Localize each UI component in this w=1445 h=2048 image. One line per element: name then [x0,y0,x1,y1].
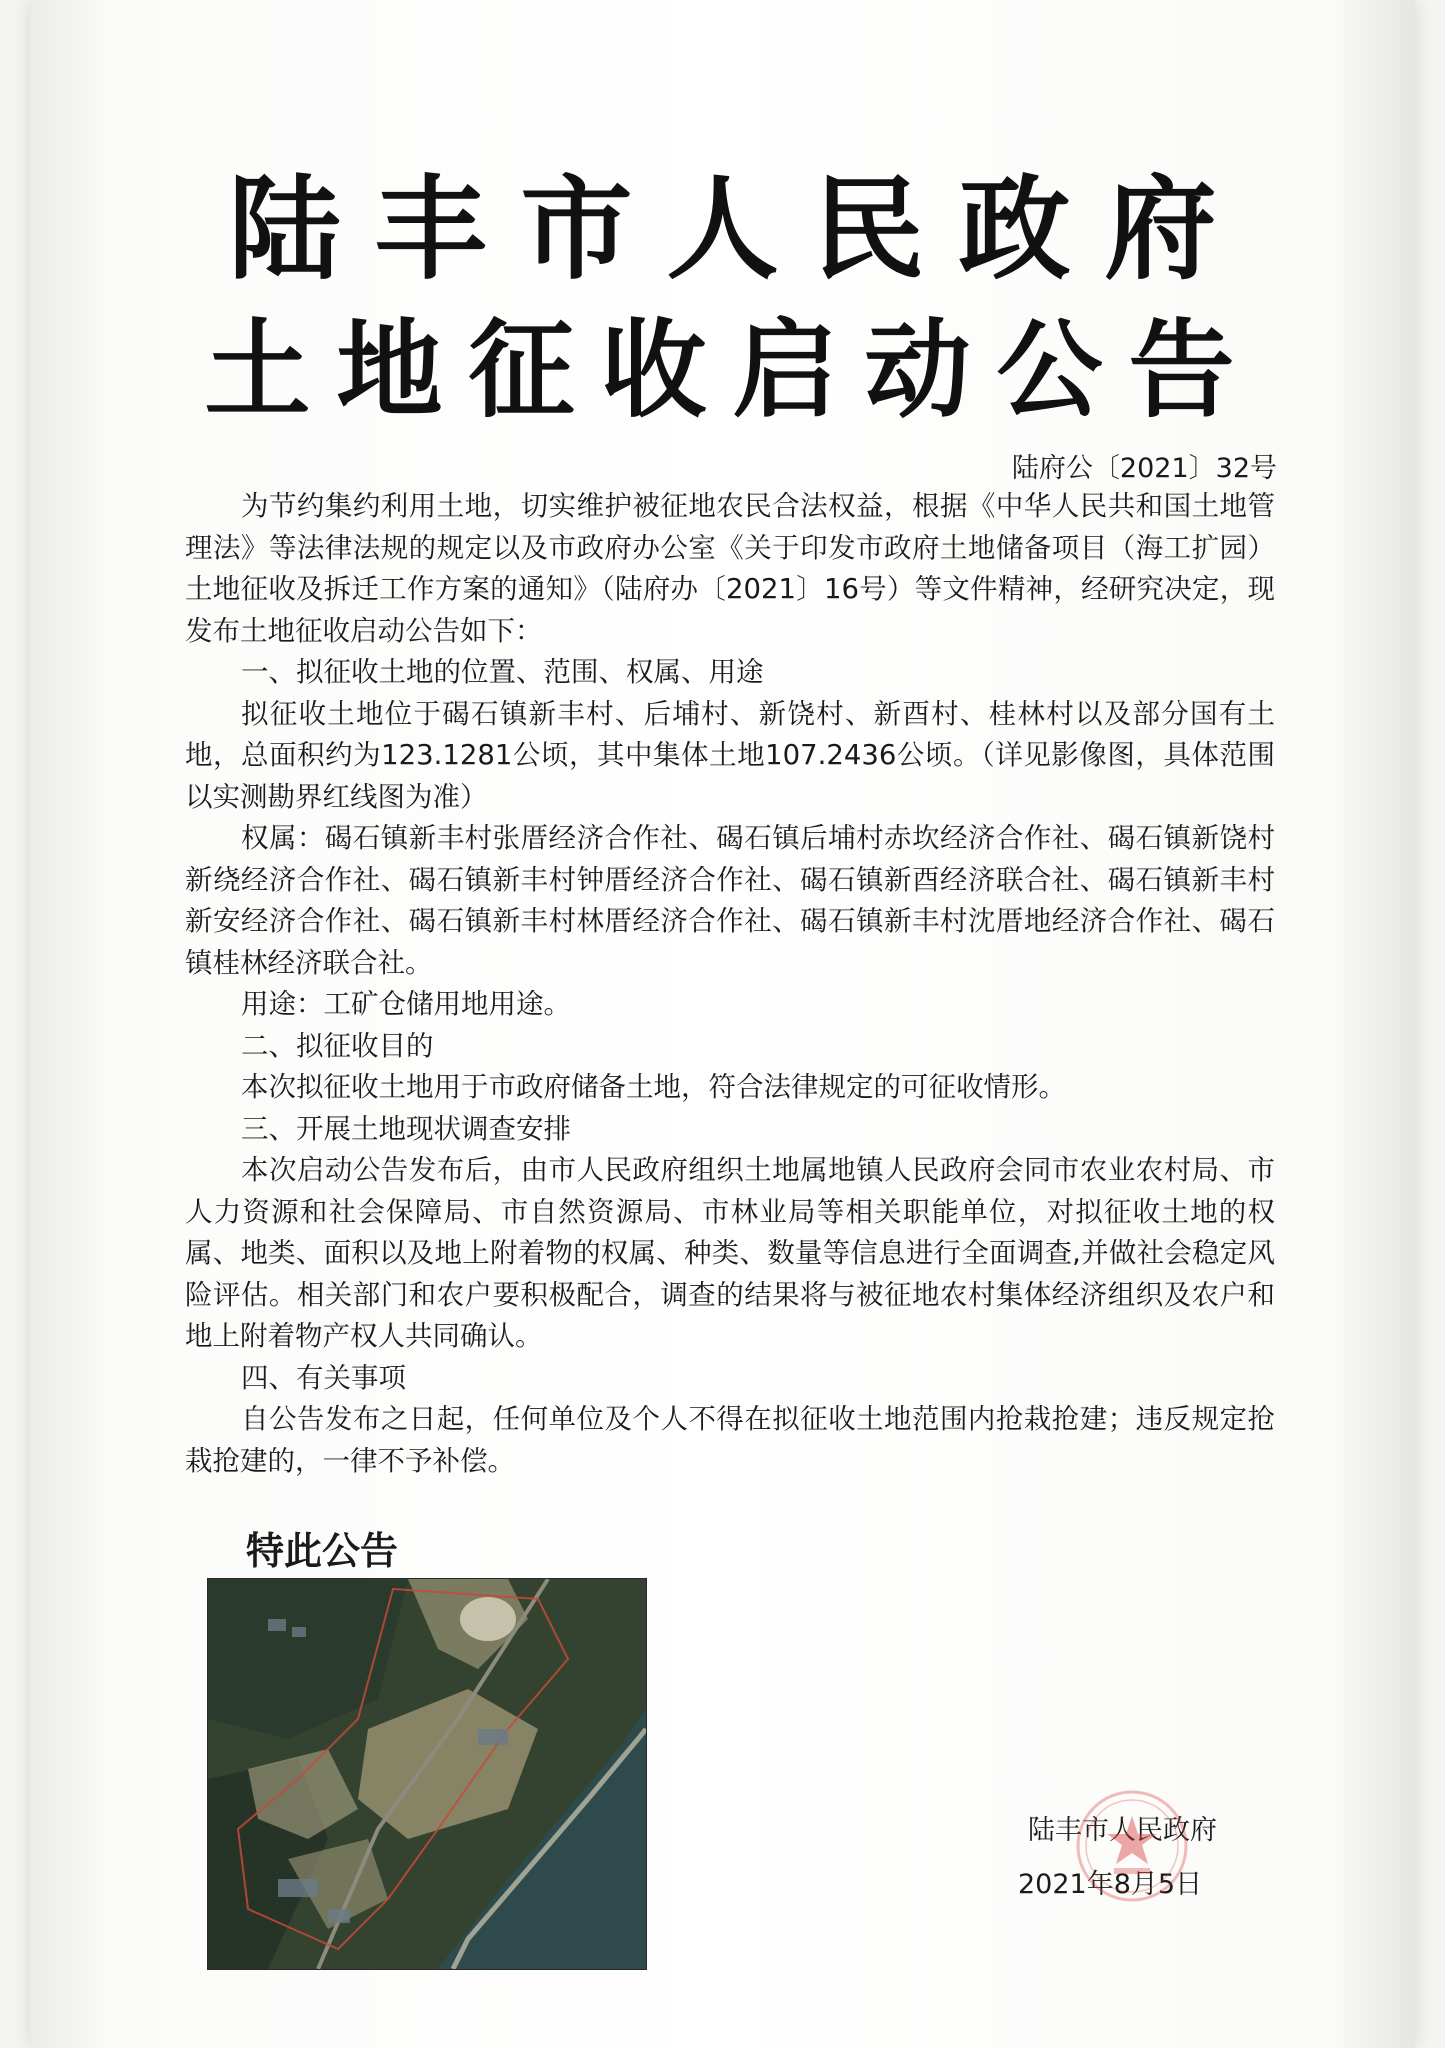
aerial-image-map [207,1578,647,1970]
notice-body [185,486,1275,1482]
section3-heading: 三、开展土地现状调查安排 [241,1112,571,1145]
section1-heading: 一、拟征收土地的位置、范围、权属、用途 [241,656,764,688]
issuer-signature: 陆丰市人民政府 [1028,1815,1217,1846]
section2-paragraph: 本次拟征收土地用于市政府储备土地，符合法律规定的可征收情形。 [241,1071,1066,1103]
section4-paragraph: 自公告发布之日起，任何单位及个人不得在拟征收土地范围内抢栽抢建；违反规定抢栽抢建的，一律不予补偿。 [185,1403,1275,1477]
section1-ownership-paragraph: 权属：碣石镇新丰村张厝经济合作社、碣石镇后埔村赤坎经济合作社、碣石镇新饶村新绕经济合作社、碣石镇新丰村钟厝经济合作社、碣石镇新酉经济联合社、碣石镇新丰村新安经济合作社、碣石镇新丰村林厝经济合作社、碣石镇新丰村沈厝地经济合作社、碣石镇桂林经济联合社。 [185,822,1275,979]
section2-heading: 二、拟征收目的 [241,1029,434,1062]
section1-location-paragraph: 拟征收土地位于碣石镇新丰村、后埔村、新饶村、新酉村、桂林村以及部分国有土地，总面积约为123.1281公顷，其中集体土地107.2436公顷。（详见影像图，具体范围以实测勘界红线图为准） [185,697,1275,813]
section4-heading: 四、有关事项 [241,1361,406,1394]
intro-paragraph: 为节约集约利用土地，切实维护被征地农民合法权益，根据《中华人民共和国土地管理法》等法律法规的规定以及市政府办公室《关于印发市政府土地储备项目（海工扩园）土地征收及拆迁工作方案的通知》（陆府办〔2021〕16号）等文件精神，经研究决定，现发布土地征收启动公告如下： [185,490,1275,647]
notice-title-issuer: 陆丰市人民政府 [228,165,1251,295]
issue-date: 2021年8月5日 [1018,1869,1203,1900]
section1-use-paragraph: 用途：工矿仓储用地用途。 [241,988,571,1020]
closing-remark: 特此公告 [246,1528,399,1573]
notice-title: 土地征收启动公告 [204,309,1261,432]
document-number: 陆府公〔2021〕32号 [1011,453,1277,484]
section3-paragraph: 本次启动公告发布后，由市人民政府组织土地属地镇人民政府会同市农业农村局、市人力资源和社会保障局、市自然资源局、市林业局等相关职能单位，对拟征收土地的权属、地类、面积以及地上附着物的权属、种类、数量等信息进行全面调查,并做社会稳定风险评估。相关部门和农户要积极配合，调查的结果将与被征地农村集体经济组织及农户和地上附着物产权人共同确认。 [185,1154,1275,1352]
